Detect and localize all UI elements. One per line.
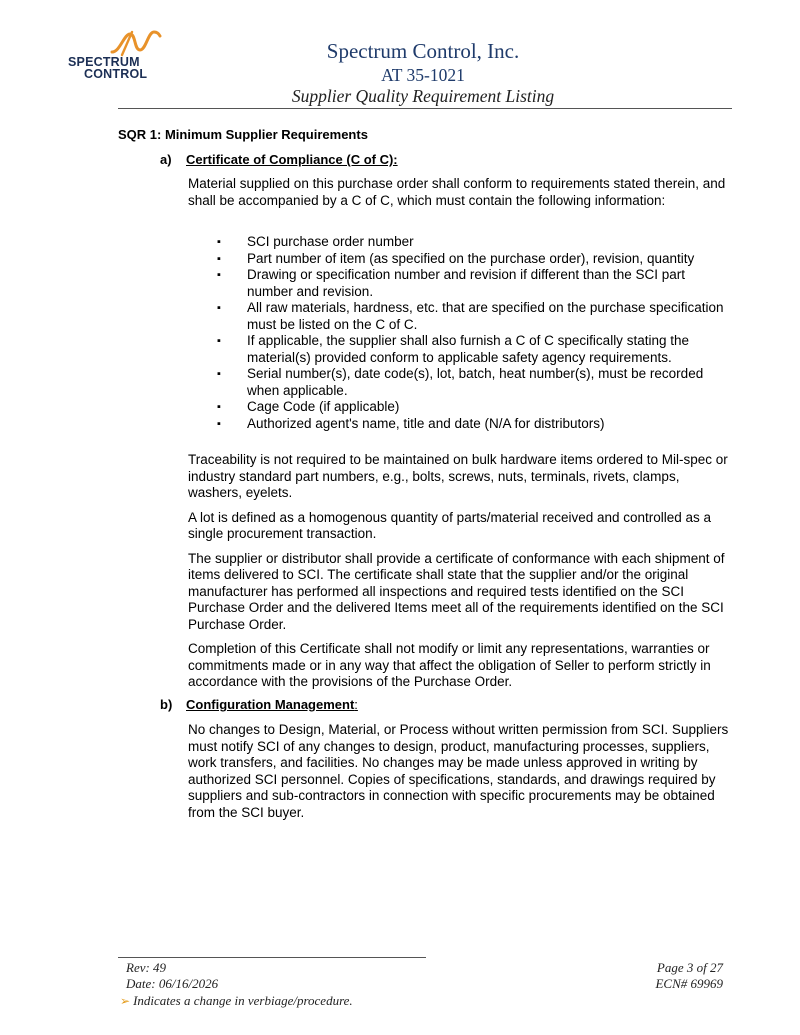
company-logo	[64, 28, 174, 84]
coc-requirement-list	[214, 234, 734, 432]
lot-definition-paragraph: A lot is defined as a homogenous quantity of parts/material received and controlled as a single procurement transaction.	[188, 509, 712, 541]
ecn-number: ECN# 69969	[655, 976, 723, 991]
list-item: ▪ Cage Code (if applicable)	[217, 399, 400, 414]
list-item: ▪ SCI purchase order number	[217, 234, 414, 249]
change-note-text: Indicates a change in verbiage/procedure.	[133, 993, 353, 1008]
configuration-paragraph: No changes to Design, Material, or Process without written permission from SCI. Suppliers must notify SCI of any changes to design, product, manufacturing processes, suppliers, work transfers, and facilities. No changes may be made unless approved in writing by authorized SCI personnel. Copies of specifications, standards, and drawings required by suppliers and sub-contractors in connection with specific procurements may be obtained from the SCI buyer.	[188, 722, 729, 820]
item-a-paragraphs	[188, 452, 733, 699]
list-item: ▪ If applicable, the supplier shall also furnish a C of C specifically stating the material(s) provided conform to applicable safety agency requirements.	[217, 333, 689, 365]
section-title: SQR 1: Minimum Supplier Requirements	[118, 127, 368, 142]
document-subtitle: Supplier Quality Requirement Listing	[291, 86, 555, 106]
bullet-icon: ▪	[217, 236, 221, 248]
list-item: ▪ Drawing or specification number and revision if different than the SCI part number and revision.	[217, 267, 685, 299]
change-note	[120, 993, 353, 1009]
item-b-letter: b)	[160, 697, 173, 712]
header-divider	[118, 108, 732, 109]
item-a-heading	[160, 152, 560, 170]
document-number: AT 35-1021	[381, 65, 465, 85]
bullet-icon: ▪	[217, 302, 221, 314]
bullet-icon: ▪	[217, 252, 221, 265]
traceability-paragraph: Traceability is not required to be maintained on bulk hardware items ordered to Mil-spec or industry standard part numbers, e.g., bolts, screws, nuts, terminals, rivets, clamps, washers, eyelets.	[188, 452, 728, 500]
completion-paragraph: Completion of this Certificate shall not modify or limit any representations, warranties or commitments made or in any way that affect the obligation of Seller to perform strictly in accordance with the provisions of the Purchase Order.	[188, 641, 711, 689]
logo-swoosh-icon	[110, 28, 162, 58]
logo-text-line2: CONTROL	[84, 67, 148, 81]
bullet-icon: ▪	[217, 368, 221, 380]
bullet-icon: ▪	[217, 269, 221, 281]
bullet-icon: ▪	[217, 417, 221, 430]
revision-label: Rev: 49	[126, 960, 167, 975]
page-number: Page 3 of 27	[656, 960, 723, 975]
certificate-paragraph: The supplier or distributor shall provide a certificate of conformance with each shipment of items delivered to SCI. The certificate shall state that the supplier and/or the original manufacturer has performed all inspections and required tests identified on the SCI Purchase Order and the delivered Items meet all of the requirements identified on the SCI Purchase Order.	[188, 550, 725, 632]
list-item: ▪ Part number of item (as specified on the purchase order), revision, quantity	[217, 250, 695, 266]
item-b-label: Configuration Management:	[186, 697, 358, 712]
item-b-heading	[160, 697, 560, 715]
item-a-label: Certificate of Compliance (C of C):	[186, 152, 398, 167]
list-item: ▪ Serial number(s), date code(s), lot, batch, heat number(s), must be recorded when applicable.	[217, 366, 704, 398]
footer-divider	[118, 957, 426, 958]
list-item: ▪ Authorized agent's name, title and date (N/A for distributors)	[217, 415, 605, 431]
bullet-icon: ▪	[217, 401, 221, 413]
logo-text-line1: SPECTRUM	[68, 55, 140, 69]
company-name: Spectrum Control, Inc.	[326, 39, 520, 63]
item-a-letter: a)	[160, 152, 172, 167]
arrow-bullet-icon: ➢	[120, 994, 131, 1008]
bullet-icon: ▪	[217, 335, 221, 347]
list-item: ▪ All raw materials, hardness, etc. that are specified on the purchase specification must be listed on the C of C.	[217, 300, 724, 332]
intro-paragraph: Material supplied on this purchase order shall conform to requirements stated therein, and shall be accompanied by a C of C, which must contain the following information:	[188, 176, 726, 208]
item-a-intro	[188, 176, 733, 217]
item-b-body	[188, 722, 733, 829]
date-label: Date: 06/16/2026	[126, 976, 219, 991]
item-b-colon: :	[354, 697, 358, 712]
